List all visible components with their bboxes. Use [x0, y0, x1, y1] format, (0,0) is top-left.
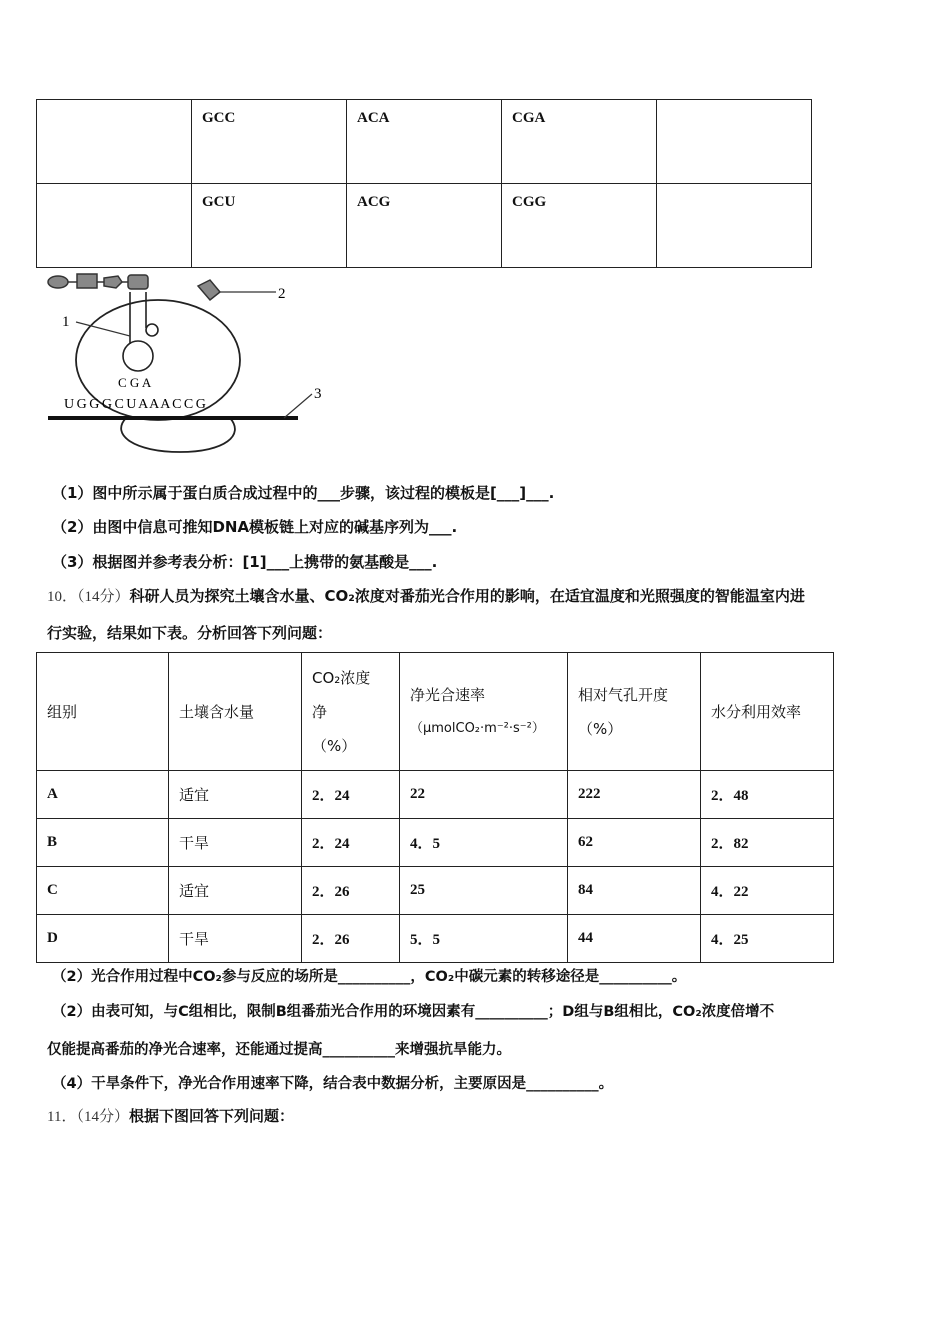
table-cell: ACG	[347, 184, 502, 268]
table-cell: D	[37, 915, 169, 963]
table-row	[37, 819, 834, 867]
table-row	[37, 184, 812, 268]
table-cell: 干旱	[169, 915, 302, 963]
table-cell: 4．25	[701, 915, 834, 963]
header-line: 相对气孔开度	[578, 685, 669, 704]
label-1: 1	[62, 314, 70, 330]
question-10-sub-1: （2）光合作用过程中CO₂参与反应的场所是__________，CO₂中碳元素的转移途径是__________。	[52, 969, 687, 985]
table-cell: 2．82	[701, 819, 834, 867]
question-10-stem	[47, 585, 805, 606]
mrna-sequence: U G G G C U A A A C C G	[64, 397, 206, 412]
stem-line: 根据下图回答下列问题：	[128, 1107, 294, 1125]
codon-table	[36, 99, 812, 268]
table-row	[37, 771, 834, 819]
question-number: 11．（14分）	[47, 1109, 129, 1125]
table-cell: 2．26	[302, 867, 400, 915]
table-cell: B	[37, 819, 169, 867]
experiment-table	[36, 652, 834, 963]
translation-diagram	[40, 270, 340, 460]
table-cell: 2．26	[302, 915, 400, 963]
table-cell	[37, 184, 192, 268]
header-line: 净	[312, 702, 328, 721]
table-cell: 适宜	[169, 771, 302, 819]
question-11-stem	[47, 1105, 294, 1126]
table-cell: 适宜	[169, 867, 302, 915]
header-line: （%）	[312, 736, 357, 755]
column-header: 土壤含水量	[169, 653, 302, 771]
table-row	[37, 915, 834, 963]
question-9-3: （3）根据图并参考表分析：[1]___上携带的氨基酸是___.	[52, 553, 438, 571]
header-line: CO₂浓度	[312, 668, 371, 687]
table-cell	[657, 184, 812, 268]
table-cell: 2．24	[302, 819, 400, 867]
ribosome-small-subunit	[121, 418, 235, 452]
question-10-stem-cont	[47, 622, 332, 643]
table-cell	[657, 100, 812, 184]
question-10-sub-2-cont: 仅能提高番茄的净光合速率，还能通过提高__________来增强抗旱能力。	[47, 1042, 511, 1058]
table-cell: 干旱	[169, 819, 302, 867]
label-2: 2	[278, 286, 286, 302]
table-cell: 22	[400, 771, 568, 819]
table-header-row	[37, 653, 834, 771]
column-header-stoma	[568, 653, 701, 771]
table-row	[37, 867, 834, 915]
header-line: 净光合速率	[410, 685, 486, 704]
table-cell: GCC	[192, 100, 347, 184]
table-cell: 84	[568, 867, 701, 915]
header-line: （μmolCO₂·m⁻²·s⁻²）	[410, 720, 545, 736]
question-9-2: （2）由图中信息可推知DNA模板链上对应的碱基序列为___.	[52, 518, 458, 536]
table-cell: CGG	[502, 184, 657, 268]
table-cell: 2．48	[701, 771, 834, 819]
stem-line: 行实验，结果如下表。分析回答下列问题：	[47, 624, 333, 642]
question-number: 10．（14分）	[47, 589, 130, 605]
header-line: （%）	[578, 719, 623, 738]
question-10-sub-4: （4）干旱条件下，净光合作用速率下降，结合表中数据分析，主要原因是__________。	[52, 1076, 614, 1092]
column-header-co2	[302, 653, 400, 771]
table-cell: 4．22	[701, 867, 834, 915]
table-cell: 222	[568, 771, 701, 819]
free-amino-acid	[198, 280, 276, 300]
table-cell: ACA	[347, 100, 502, 184]
anticodon: C G A	[118, 375, 152, 390]
table-cell: A	[37, 771, 169, 819]
table-cell	[37, 100, 192, 184]
question-10-sub-2: （2）由表可知，与C组相比，限制B组番茄光合作用的环境因素有__________；D组与B组相比，CO₂浓度倍增不	[52, 1004, 775, 1020]
question-9-1: （1）图中所示属于蛋白质合成过程中的___步骤，该过程的模板是[___]___.	[52, 484, 555, 502]
table-cell: 44	[568, 915, 701, 963]
table-cell: CGA	[502, 100, 657, 184]
table-cell: C	[37, 867, 169, 915]
column-header-rate	[400, 653, 568, 771]
table-cell: 5．5	[400, 915, 568, 963]
table-cell: 4．5	[400, 819, 568, 867]
table-cell: 62	[568, 819, 701, 867]
column-header: 组别	[37, 653, 169, 771]
table-cell: 25	[400, 867, 568, 915]
peptide-chain	[48, 274, 148, 289]
stem-line: 科研人员为探究土壤含水量、CO₂浓度对番茄光合作用的影响，在适宜温度和光照强度的智能温室内进	[129, 587, 805, 605]
column-header: 水分利用效率	[701, 653, 834, 771]
table-cell: 2．24	[302, 771, 400, 819]
label-3: 3	[314, 386, 322, 402]
table-row	[37, 100, 812, 184]
table-cell: GCU	[192, 184, 347, 268]
